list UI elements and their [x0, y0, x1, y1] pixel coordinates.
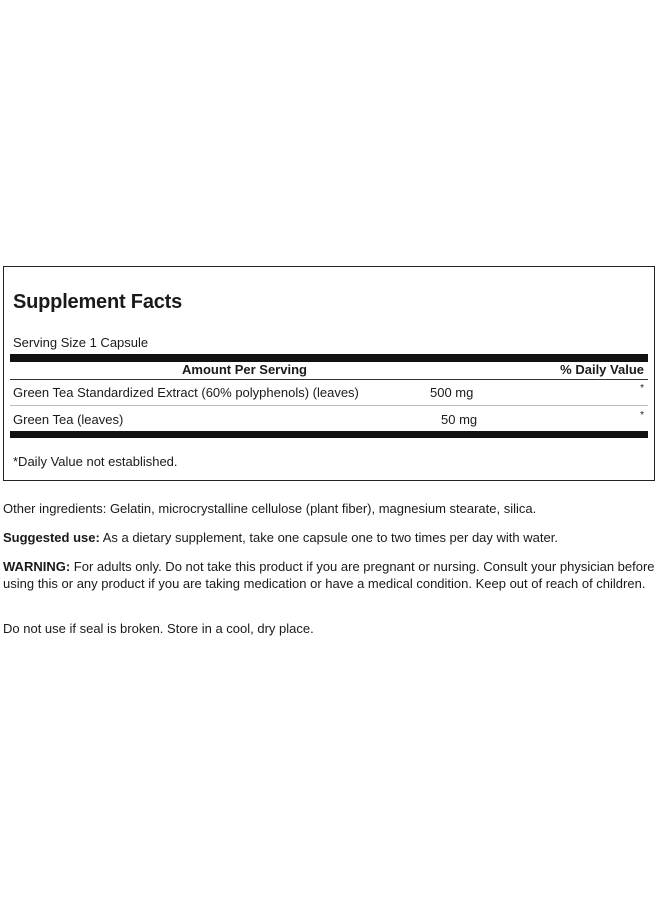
ingredient-name: Green Tea (leaves)	[13, 412, 124, 427]
ingredient-daily-value: *	[640, 410, 644, 421]
warning-label: WARNING:	[3, 559, 71, 574]
facts-title: Supplement Facts	[13, 291, 183, 313]
row-rule	[10, 405, 648, 406]
supplement-facts-panel	[3, 266, 655, 481]
suggested-use-text: As a dietary supplement, take one capsule one to two times per day with water.	[99, 530, 558, 545]
daily-value-footnote: *Daily Value not established.	[13, 454, 178, 469]
suggested-use	[3, 529, 657, 546]
storage-instructions: Do not use if seal is broken. Store in a cool, dry place.	[3, 621, 314, 636]
other-ingredients: Other ingredients: Gelatin, microcrystalline cellulose (plant fiber), magnesium stearate, silica.	[3, 501, 537, 516]
ingredient-daily-value: *	[640, 383, 644, 394]
amount-per-serving-header: Amount Per Serving	[182, 362, 307, 377]
daily-value-header: % Daily Value	[560, 362, 644, 377]
warning	[3, 558, 657, 592]
serving-size: Serving Size 1 Capsule	[13, 335, 149, 350]
ingredient-amount: 50 mg	[441, 412, 478, 427]
ingredient-amount: 500 mg	[430, 385, 474, 400]
suggested-use-label: Suggested use:	[3, 530, 100, 545]
thick-divider-top	[10, 354, 648, 362]
thick-divider-bottom	[10, 431, 648, 438]
header-rule	[10, 379, 648, 380]
ingredient-name: Green Tea Standardized Extract (60% polyphenols) (leaves)	[13, 385, 359, 400]
warning-text: For adults only. Do not take this product if you are pregnant or nursing. Consult your physician before using this or any product if you are taking medication or have a medical condition. Keep out of reach of children.	[3, 559, 655, 591]
